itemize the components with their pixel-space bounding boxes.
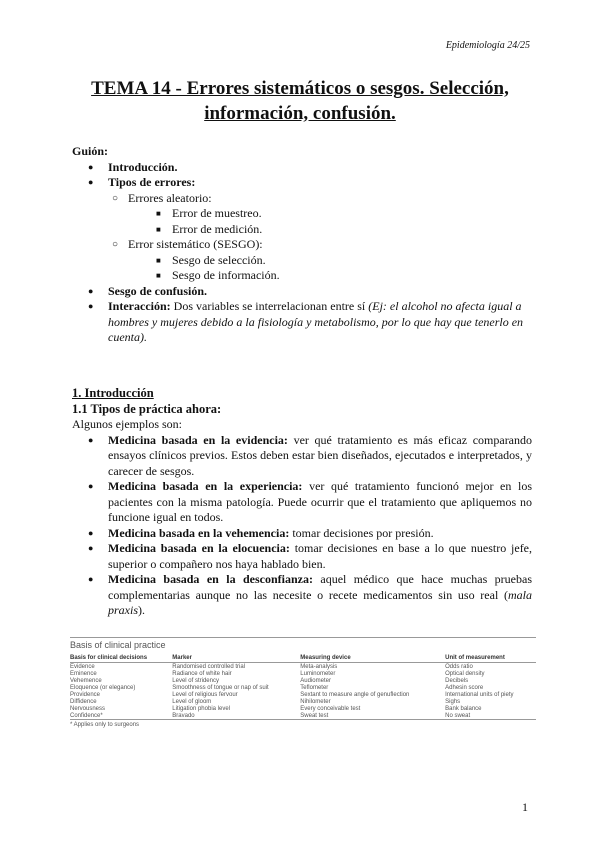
outline-item-confusion: ● Sesgo de confusión.: [72, 284, 532, 300]
outline-aleatorio-label: Errores aleatorio:: [128, 190, 212, 205]
table-cell: Odds ratio: [445, 663, 473, 670]
outline-item-seleccion: ■ Sesgo de selección.: [152, 253, 532, 269]
practice-text: aquel médico que hace muchas pruebas complementarias aunque no las necesite o recete medicamentos sin uso real (: [108, 572, 532, 602]
table-cell: Teflometer: [300, 684, 329, 691]
table-cell: Nihilometer: [300, 698, 331, 705]
table-cell: Level of stridency: [172, 677, 219, 684]
table-cell: Bank balance: [445, 705, 482, 712]
outline-item-aleatorio: [108, 191, 532, 238]
practice-item: [72, 526, 532, 542]
table-cell: Sextant to measure angle of genuflection: [300, 691, 410, 698]
table-cell: Diffidence: [70, 698, 97, 705]
table-cell: Level of religious fervour: [172, 691, 238, 698]
outline-tipos-label: Tipos de errores:: [108, 175, 196, 189]
running-header: Epidemiología 24/25: [445, 40, 530, 51]
practice-text: tomar decisiones por presión.: [292, 525, 434, 540]
outline-item-sistematico: [108, 237, 532, 284]
table-cell: Eminence: [70, 670, 97, 677]
table-cell: Sighs: [445, 698, 461, 705]
practice-item: [72, 572, 532, 619]
table-row: [70, 670, 536, 677]
outline-item-tipos: [72, 175, 532, 284]
table-cell: Meta-analysis: [300, 663, 338, 670]
interaccion-example: (Ej: el alcohol no afecta igual a hombres y mujeres debido a la fisiología y metabolismo, por lo que hay que tenerlo en cuenta).: [108, 299, 524, 344]
outline-item-muestreo: ■ Error de muestreo.: [152, 206, 532, 222]
practice-item: [72, 541, 532, 572]
table-cell: Every conceivable test: [300, 705, 361, 712]
practice-text: ver qué tratamiento funcionó mejor en los pacientes con la misma patología. Puede ocurrir que el tratamiento que apliquemos no funcione igual en todos.: [108, 479, 532, 524]
practice-tail: ).: [138, 603, 145, 617]
outline: [72, 144, 532, 346]
section-introduction: [72, 386, 532, 619]
column-header: Marker: [172, 654, 300, 663]
table-cell: Luminometer: [300, 670, 336, 677]
table-cell: Providence: [70, 691, 101, 698]
outline-item-interaccion: [72, 299, 532, 346]
table-cell: Vehemence: [70, 677, 102, 684]
table-cell: Randomised controlled trial: [172, 663, 245, 670]
table-row: [70, 705, 536, 712]
section-heading: 1. Introducción: [72, 386, 154, 400]
practice-item: [72, 433, 532, 480]
practice-label: Medicina basada en la desconfianza:: [108, 572, 313, 586]
practice-italic: mala praxis: [108, 587, 532, 617]
column-header: Measuring device: [300, 654, 445, 663]
table-row: [70, 698, 536, 705]
subsection-heading: 1.1 Tipos de práctica ahora:: [72, 401, 222, 416]
practice-text: tomar decisiones en base a lo que nuestro jefe, superior o compañero nos haya hablado bien.: [108, 541, 533, 571]
table-cell: Adhesin score: [445, 684, 484, 691]
table-footnote: * Applies only to surgeons: [70, 722, 140, 728]
table-cell: Smoothness of tongue or nap of suit: [172, 684, 269, 691]
table-cell: Confidence*: [70, 712, 172, 720]
page-title: TEMA 14 - Errores sistemáticos o sesgos. Selección, información, confusión.: [91, 78, 509, 124]
interaccion-text: Dos variables se interrelacionan entre sí: [173, 299, 366, 313]
practice-label: Medicina basada en la evidencia:: [108, 432, 288, 447]
clinical-practice-table-figure: [70, 637, 536, 728]
table-cell: Level of gloom: [172, 698, 212, 705]
table-cell: Radiance of white hair: [172, 670, 232, 677]
outline-item-medicion: ■ Error de medición.: [152, 222, 532, 238]
outline-item-intro: ● Introducción.: [72, 160, 532, 176]
table-cell: International units of piety: [445, 691, 514, 698]
outline-label: Guión:: [72, 144, 109, 158]
table-cell: Bravado: [172, 712, 300, 720]
clinical-practice-table: [70, 654, 536, 720]
table-row: [70, 663, 536, 671]
table-cell: Eloquence (or elegance): [70, 684, 136, 691]
section-lead: Algunos ejemplos son:: [72, 417, 182, 431]
table-cell: Decibels: [445, 677, 469, 684]
practice-item: [72, 479, 532, 526]
table-header-row: [70, 654, 536, 663]
outline-item-informacion: ■ Sesgo de información.: [152, 268, 532, 284]
table-cell: Evidence: [70, 663, 95, 670]
column-header: Unit of measurement: [445, 654, 536, 663]
table-cell: No sweat: [445, 712, 536, 720]
table-title: Basis of clinical practice: [70, 637, 536, 654]
interaccion-label: Interacción:: [108, 299, 171, 313]
practice-label: Medicina basada en la experiencia:: [108, 479, 303, 493]
page-number: 1: [522, 800, 528, 814]
practice-label: Medicina basada en la elocuencia:: [108, 541, 290, 555]
column-header: Basis for clinical decisions: [70, 654, 172, 663]
table-row: [70, 684, 536, 691]
table-cell: Audiometer: [300, 677, 331, 684]
table-cell: Litigation phobia level: [172, 705, 230, 712]
practice-text: ver qué tratamiento es más eficaz comparando ensayos clínicos previos. Estos deben estar bien diseñados, ejecutados e interpretados, y carecer de sesgos.: [108, 432, 533, 478]
table-cell: Nervousness: [70, 705, 106, 712]
table-row: [70, 691, 536, 698]
table-row: [70, 677, 536, 684]
table-cell: Optical density: [445, 670, 485, 677]
outline-sistematico-label: Error sistemático (SESGO):: [128, 237, 263, 251]
table-cell: Sweat test: [300, 712, 445, 720]
practice-label: Medicina basada en la vehemencia:: [108, 525, 290, 540]
table-row: [70, 712, 536, 720]
